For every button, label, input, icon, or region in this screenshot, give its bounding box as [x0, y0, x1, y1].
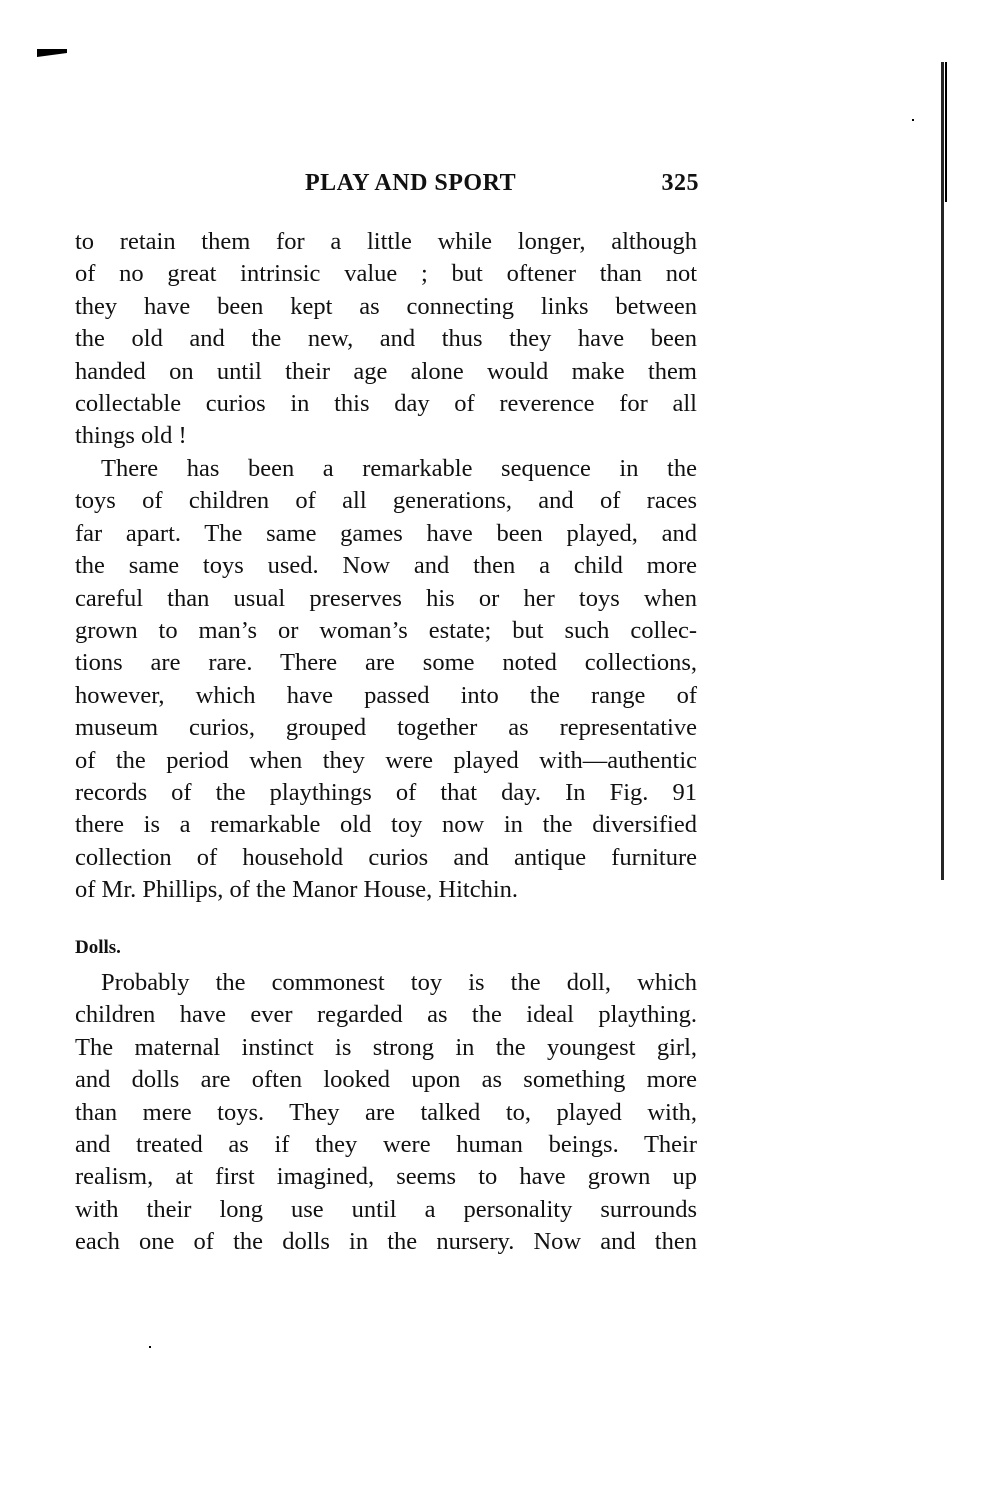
section-heading: Dolls.: [75, 937, 121, 958]
page-edge-shadow: [941, 62, 944, 880]
paragraph-dolls: [75, 967, 697, 1259]
text-line: the old and the new, and thus they have been: [75, 325, 697, 353]
text-line: and treated as if they were human beings. Their: [75, 1130, 697, 1158]
text-line: tions are rare. There are some noted collections,: [75, 649, 697, 677]
text-line: and dolls are often looked upon as something more: [75, 1066, 697, 1094]
text-line: than mere toys. They are talked to, played with,: [75, 1098, 697, 1126]
text-line: of the period when they were played with—authentic: [75, 746, 697, 774]
text-line: with their long use until a personality surrounds: [75, 1195, 697, 1223]
text-line: careful than usual preserves his or her toys when: [75, 584, 697, 612]
text-line: records of the playthings of that day. In Fig. 91: [75, 778, 697, 806]
page-edge-shadow-top: [945, 62, 947, 202]
scan-speck: [149, 1346, 151, 1348]
paragraph-1: [75, 226, 697, 453]
scan-artifact-mark: [37, 47, 67, 57]
text-line: The maternal instinct is strong in the youngest girl,: [75, 1033, 697, 1061]
text-line: they have been kept as connecting links between: [75, 292, 697, 320]
text-line: children have ever regarded as the ideal plaything.: [75, 1001, 697, 1029]
text-line: realism, at first imagined, seems to have grown up: [75, 1163, 697, 1191]
text-line: collectable curios in this day of reverence for all: [75, 389, 697, 417]
text-line: things old !: [75, 422, 187, 450]
text-line: there is a remarkable old toy now in the diversified: [75, 811, 697, 839]
text-line: each one of the dolls in the nursery. Now and then: [75, 1228, 697, 1256]
page-number: 325: [661, 170, 699, 196]
running-title: PLAY AND SPORT: [305, 170, 517, 196]
text-line: far apart. The same games have been played, and: [75, 519, 697, 547]
text-line: however, which have passed into the range of: [75, 681, 697, 709]
paragraph-2: [75, 453, 697, 906]
text-line: collection of household curios and antique furniture: [75, 843, 697, 871]
text-line: of no great intrinsic value ; but oftener than not: [75, 260, 697, 288]
text-line: to retain them for a little while longer, although: [75, 228, 697, 255]
text-line: There has been a remarkable sequence in the: [101, 455, 697, 482]
text-line: the same toys used. Now and then a child more: [75, 552, 697, 580]
text-line: of Mr. Phillips, of the Manor House, Hitchin.: [75, 876, 519, 904]
text-line: Probably the commonest toy is the doll, which: [101, 969, 697, 996]
text-line: toys of children of all generations, and of races: [75, 487, 697, 515]
running-head: [75, 170, 699, 202]
text-line: grown to man’s or woman’s estate; but such collec-: [75, 616, 697, 644]
text-line: handed on until their age alone would make them: [75, 357, 697, 385]
text-line: museum curios, grouped together as representative: [75, 714, 697, 742]
scan-speck: [912, 119, 914, 121]
